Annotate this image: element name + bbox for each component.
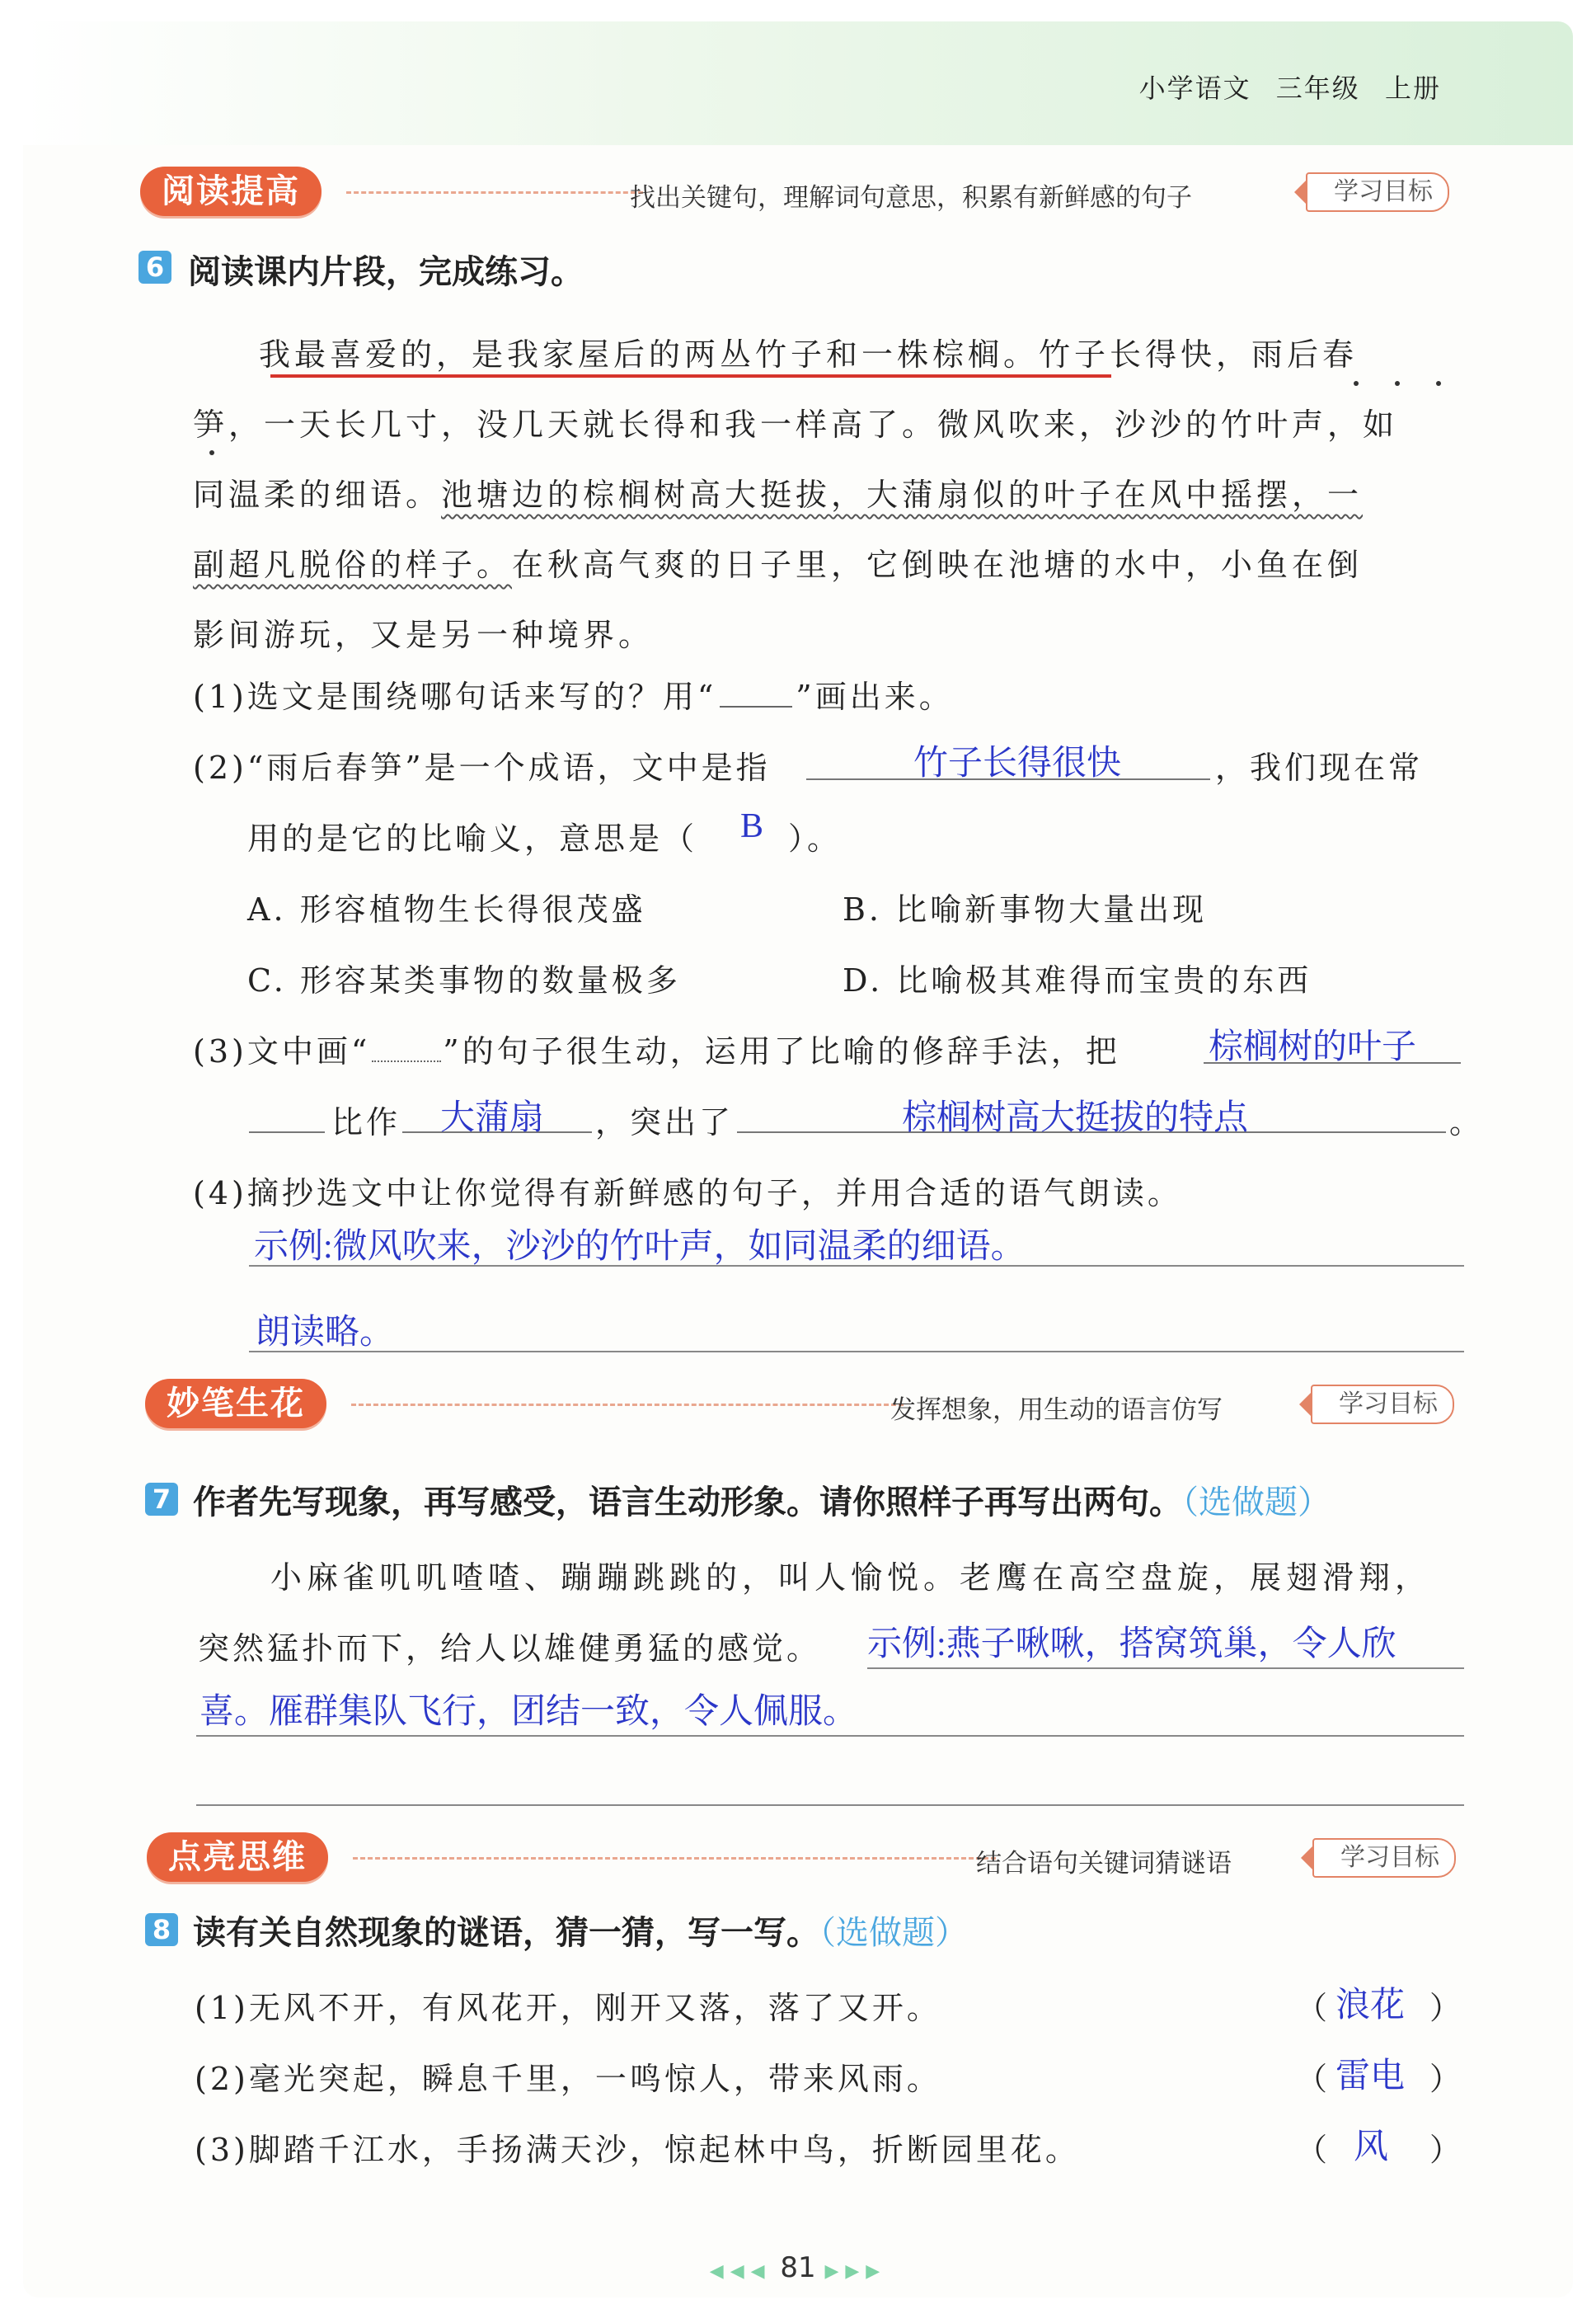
riddle-2: (2)毫光突起，瞬息千里，一鸣惊人，带来风雨。 bbox=[195, 2061, 941, 2097]
wavy-sample bbox=[372, 1060, 441, 1062]
header-subject: 小学语文 bbox=[1138, 73, 1251, 104]
option-b: B. 比喻新事物大量出现 bbox=[843, 891, 1208, 928]
option-d: D. 比喻极其难得而宝贵的东西 bbox=[843, 962, 1312, 999]
emphasis-dot bbox=[1436, 381, 1441, 386]
handwritten-answer: 棕榈树高大挺拔的特点 bbox=[902, 1099, 1249, 1137]
sub-question-3-end: 。 bbox=[1449, 1104, 1485, 1140]
sub-question-2-line2-pre: 用的是它的比喻义，意思是（ bbox=[247, 821, 698, 857]
reading-passage bbox=[193, 320, 1479, 670]
sub-question-3-mid: ”的句子很生动，运用了比喻的修辞手法，把 bbox=[443, 1033, 1120, 1070]
sub-question-1-pre: (1)选文是围绕哪句话来写的？用“ bbox=[193, 679, 717, 715]
answer-line[interactable] bbox=[196, 1804, 1464, 1806]
option-c: C. 形容某类事物的数量极多 bbox=[247, 962, 681, 999]
riddle-answer-3: 风 bbox=[1354, 2128, 1389, 2166]
question-title: 阅读课内片段，完成练习。 bbox=[188, 253, 584, 291]
example-text-line2: 突然猛扑而下，给人以雄健勇猛的感觉。 bbox=[198, 1630, 822, 1667]
red-underline-mark bbox=[270, 374, 1111, 378]
riddle-answer-2: 雷电 bbox=[1335, 2057, 1406, 2095]
section-goal-text: 发挥想象，用生动的语言仿写 bbox=[890, 1395, 1223, 1425]
answer-line[interactable] bbox=[867, 1667, 1464, 1669]
question-title bbox=[193, 1476, 1331, 1523]
answer-line[interactable] bbox=[249, 1351, 1464, 1352]
sub-question-1-post: ”画出来。 bbox=[796, 679, 954, 715]
handwritten-answer: 示例:燕子啾啾，搭窝筑巢，令人欣 bbox=[867, 1625, 1396, 1663]
section-badge-writing: 妙笔生花 bbox=[145, 1379, 326, 1428]
goal-tag: 学习目标 bbox=[1312, 1838, 1456, 1878]
section-badge-thinking: 点亮思维 bbox=[147, 1832, 328, 1882]
handwritten-answer: 朗读略。 bbox=[256, 1314, 395, 1352]
option-a: A. 形容植物生长得很茂盛 bbox=[247, 891, 646, 928]
page-header bbox=[1139, 68, 1441, 106]
riddle-3: (3)脚踏千江水，手扬满天沙，惊起林中鸟，折断园里花。 bbox=[195, 2132, 1080, 2168]
question-title bbox=[193, 1907, 968, 1954]
goal-tag: 学习目标 bbox=[1311, 1385, 1454, 1424]
header-volume: 上册 bbox=[1384, 73, 1441, 104]
passage-text: 同温柔的细语。 bbox=[193, 477, 442, 513]
section-divider bbox=[351, 1404, 904, 1406]
page-footer bbox=[23, 2251, 1573, 2284]
answer-blank[interactable] bbox=[249, 1131, 325, 1133]
question-number: 6 bbox=[138, 251, 171, 284]
optional-tag: （选做题） bbox=[1182, 1484, 1331, 1521]
passage-key-sentence: 我最喜爱的，是我家屋后的两丛竹子和一株棕榈。 bbox=[259, 336, 1040, 373]
handwritten-answer: 示例:微风吹来，沙沙的竹叶声，如同温柔的细语。 bbox=[254, 1228, 1026, 1266]
passage-wavy-sentence: 池塘边的棕榈树高大挺拔，大蒲扇似的叶子在风中摇摆，一 bbox=[441, 477, 1364, 513]
question-number: 8 bbox=[145, 1913, 178, 1946]
answer-line[interactable] bbox=[196, 1735, 1464, 1737]
section-divider bbox=[353, 1857, 996, 1860]
sub-question-3-pre: (3)文中画“ bbox=[193, 1033, 371, 1070]
answer-paren: （ ） bbox=[1296, 2061, 1462, 2097]
emphasis-dot bbox=[1395, 381, 1400, 386]
section-goal-text: 结合语句关键词猜谜语 bbox=[976, 1849, 1232, 1879]
header-grade: 三年级 bbox=[1275, 73, 1360, 104]
handwritten-choice-answer: B bbox=[740, 807, 764, 845]
answer-paren: （ ） bbox=[1296, 1990, 1462, 2026]
riddle-answer-1: 浪花 bbox=[1335, 1987, 1406, 2024]
passage-text: 竹子长得快，雨后春 bbox=[1039, 336, 1359, 373]
sub-question-3-highlight: ，突出了 bbox=[595, 1104, 735, 1140]
arrow-right-icon: ▶▶▶ bbox=[824, 2261, 887, 2282]
question-title-text: 读有关自然现象的谜语，猜一猜，写一写。 bbox=[193, 1914, 819, 1952]
answer-paren: （ ） bbox=[1296, 2132, 1462, 2168]
handwritten-answer: 大蒲扇 bbox=[440, 1099, 545, 1137]
example-text-line1: 小麻雀叽叽喳喳、蹦蹦跳跳的，叫人愉悦。老鹰在高空盘旋，展翅滑翔， bbox=[270, 1559, 1432, 1596]
arrow-left-icon: ◀◀◀ bbox=[709, 2261, 772, 2282]
sub-question-4: (4)摘抄选文中让你觉得有新鲜感的句子，并用合适的语气朗读。 bbox=[193, 1175, 1182, 1211]
passage-text: 笋，一天长几寸，没几天就长得和我一样高了。微风吹来，沙沙的竹叶声，如 bbox=[193, 407, 1399, 443]
sub-question-2-post: ，我们现在常 bbox=[1215, 750, 1424, 786]
sub-question-2-pre: (2)“雨后春笋”是一个成语，文中是指 bbox=[193, 750, 771, 786]
emphasis-dot bbox=[1354, 381, 1359, 386]
workbook-page bbox=[23, 21, 1573, 2297]
goal-tag: 学习目标 bbox=[1306, 172, 1449, 212]
section-badge-reading: 阅读提高 bbox=[140, 167, 322, 216]
emphasis-dot bbox=[209, 450, 214, 455]
sub-question-3-compare: 比作 bbox=[331, 1104, 401, 1140]
underline-sample bbox=[720, 706, 792, 708]
question-title-text: 作者先写现象，再写感受，语言生动形象。请你照样子再写出两句。 bbox=[193, 1484, 1182, 1521]
sub-question-2-line2-post: ）。 bbox=[788, 821, 843, 857]
handwritten-answer: 竹子长得很快 bbox=[913, 745, 1122, 783]
optional-tag: （选做题） bbox=[819, 1914, 968, 1952]
passage-wavy-sentence: 副超凡脱俗的样子。 bbox=[193, 547, 513, 583]
passage-text: 在秋高气爽的日子里，它倒映在池塘的水中，小鱼在倒 bbox=[512, 547, 1364, 583]
passage-text: 影间游玩，又是另一种境界。 bbox=[193, 617, 655, 653]
page-number: 81 bbox=[780, 2251, 816, 2284]
section-divider bbox=[346, 191, 643, 194]
riddle-1: (1)无风不开，有风花开，刚开又落，落了又开。 bbox=[195, 1990, 941, 2026]
section-goal-text: 找出关键句，理解词句意思，积累有新鲜感的句子 bbox=[630, 183, 1192, 213]
question-number: 7 bbox=[145, 1483, 178, 1516]
handwritten-answer: 棕榈树的叶子 bbox=[1209, 1028, 1417, 1066]
sub-question-1 bbox=[193, 671, 954, 717]
sub-question-3-line1 bbox=[193, 1026, 1120, 1071]
handwritten-answer: 喜。雁群集队飞行，团结一致，令人佩服。 bbox=[200, 1693, 858, 1731]
